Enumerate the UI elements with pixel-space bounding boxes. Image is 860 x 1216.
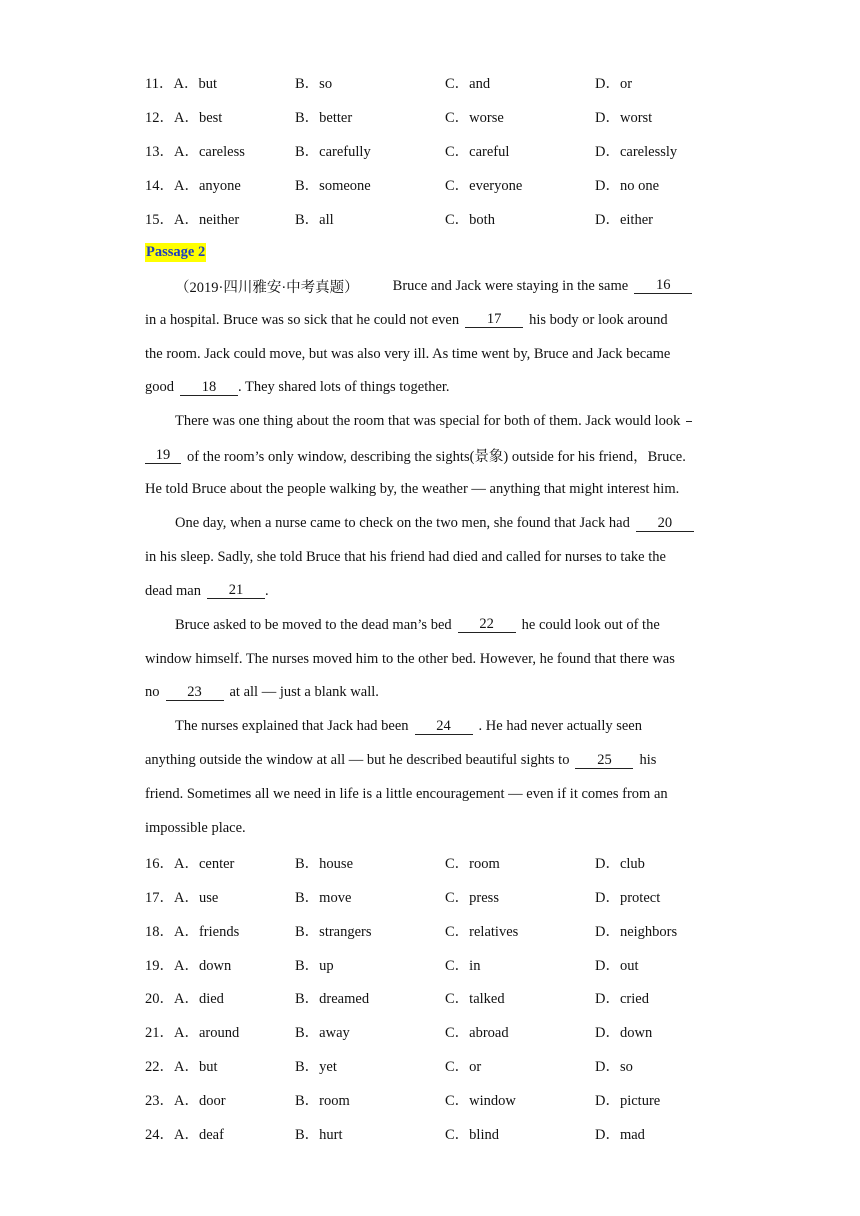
option-d: D．cried: [595, 991, 649, 1008]
passage-line: [145, 371, 720, 405]
passage-text: the room. Jack could move, but was also very ill. As time went by, Bruce and Jack became: [145, 345, 671, 362]
option-a: A．use: [174, 889, 219, 906]
option-c: C．blind: [445, 1127, 499, 1144]
option-b: B．strangers: [295, 923, 372, 940]
option-c: C．relatives: [445, 923, 519, 940]
option-d: D．down: [595, 1025, 653, 1042]
option-c: C．in: [445, 957, 481, 974]
option-b: B．carefully: [295, 144, 371, 161]
question-number: 14．: [145, 178, 174, 195]
question-number: 19．: [145, 957, 174, 974]
passage-line: [145, 676, 720, 710]
question-row: [145, 202, 720, 236]
option-a: A．but: [173, 76, 217, 93]
passage-text: at all — just a blank wall.: [229, 684, 379, 701]
passage-text: .: [264, 582, 269, 599]
option-c: C．careful: [445, 144, 510, 161]
passage-text: He told Bruce about the people walking by, the weather — anything that might interest him.: [145, 481, 680, 498]
option-b: B．someone: [295, 178, 371, 195]
question-row: [145, 913, 720, 947]
question-number: 15．: [145, 212, 174, 228]
passage-text: his body or look around: [529, 311, 668, 328]
option-d: D．mad: [595, 1127, 645, 1144]
option-a: A．down: [174, 957, 232, 974]
question-row: [145, 1049, 720, 1083]
blank-25: 25: [575, 753, 633, 769]
blank-19: 19: [145, 448, 181, 464]
question-row: [145, 879, 720, 913]
question-list-a: [145, 66, 720, 235]
option-a: A．but: [174, 1059, 218, 1076]
option-c: C．talked: [445, 991, 505, 1008]
option-c: C．abroad: [445, 1025, 509, 1042]
option-c: C．room: [445, 855, 500, 872]
option-a: A．deaf: [174, 1127, 224, 1144]
blank-24: 24: [415, 719, 473, 735]
blank-17: 17: [465, 312, 523, 328]
passage-text: . He had never actually seen: [478, 718, 642, 735]
option-b: B．better: [295, 110, 353, 127]
option-a: A．center: [174, 855, 235, 872]
option-b: B．dreamed: [295, 991, 370, 1008]
option-b: B．move: [295, 889, 352, 906]
passage-source: （2019·四川雅安·中考真题）: [175, 279, 359, 296]
passage-text: impossible place.: [145, 820, 246, 837]
passage-line: [145, 778, 720, 812]
passage-text: no: [145, 684, 160, 701]
option-b: B．all: [295, 212, 334, 228]
passage-body: [145, 269, 720, 845]
passage-text: good: [145, 379, 174, 396]
question-row: [145, 1015, 720, 1049]
question-number: 13．: [145, 144, 174, 161]
passage-line: [145, 642, 720, 676]
question-number: 20．: [145, 991, 174, 1008]
option-d: D．no one: [595, 178, 660, 195]
blank-19-start: [686, 421, 692, 422]
question-number: 16．: [145, 855, 174, 872]
option-d: D．or: [595, 76, 633, 93]
option-a: A．around: [174, 1025, 240, 1042]
passage-line: [145, 608, 720, 642]
question-row: [145, 100, 720, 134]
question-row: [145, 1083, 720, 1117]
option-b: B．house: [295, 855, 353, 872]
passage-line: [145, 540, 720, 574]
option-c: C．both: [445, 212, 495, 228]
passage-line: [145, 269, 720, 303]
document-content: [145, 66, 720, 1151]
passage-text: window himself. The nurses moved him to the other bed. However, he found that there was: [145, 650, 675, 667]
option-a: A．friends: [174, 923, 240, 940]
option-b: B．so: [295, 76, 333, 93]
option-d: D．either: [595, 212, 653, 228]
option-a: A．careless: [174, 144, 245, 161]
blank-20: 20: [636, 516, 694, 532]
option-a: A．best: [174, 110, 223, 127]
option-c: C．everyone: [445, 178, 523, 195]
passage-line: [145, 439, 720, 473]
passage-text: Bruce and Jack were staying in the same: [392, 277, 629, 294]
option-d: D．so: [595, 1059, 633, 1076]
option-c: C．press: [445, 889, 499, 906]
passage-line: [145, 574, 720, 608]
option-c: C．and: [445, 76, 491, 93]
option-b: B．away: [295, 1025, 350, 1042]
passage-text: his: [639, 752, 657, 769]
passage-title: [145, 235, 720, 269]
option-d: D．out: [595, 957, 639, 974]
passage-text: in his sleep. Sadly, she told Bruce that his friend had died and called for nurses to take the: [145, 548, 666, 565]
blank-22: 22: [458, 617, 516, 633]
passage-text: friend. Sometimes all we need in life is a little encouragement — even if it comes from an: [145, 786, 668, 803]
question-list-b: [145, 845, 720, 1150]
question-row: [145, 66, 720, 100]
question-row: [145, 981, 720, 1015]
question-number: 22．: [145, 1059, 174, 1076]
passage-text: . They shared lots of things together.: [238, 379, 450, 396]
passage-line: [145, 473, 720, 507]
option-d: D．protect: [595, 889, 661, 906]
passage-text: anything outside the window at all — but he described beautiful sights to: [145, 752, 570, 769]
question-row: [145, 134, 720, 168]
passage-text: There was one thing about the room that was special for both of them. Jack would look: [175, 413, 681, 430]
passage-line: [145, 337, 720, 371]
passage-text: of the room’s only window, describing the sights(景象) outside for his friend，Bruce.: [187, 449, 686, 466]
question-number: 24．: [145, 1127, 174, 1144]
option-b: B．up: [295, 957, 334, 974]
option-b: B．yet: [295, 1059, 337, 1076]
option-a: A．door: [174, 1093, 226, 1110]
passage-title-text: Passage 2: [146, 243, 206, 260]
option-d: D．neighbors: [595, 923, 678, 940]
question-row: [145, 845, 720, 879]
blank-18: 18: [180, 380, 238, 396]
passage-text: in a hospital. Bruce was so sick that he could not even: [145, 311, 460, 328]
option-d: D．worst: [595, 110, 653, 127]
option-c: C．worse: [445, 110, 504, 127]
passage-line: [145, 405, 720, 439]
option-d: D．carelessly: [595, 144, 678, 161]
question-row: [145, 168, 720, 202]
option-d: D．club: [595, 855, 645, 872]
passage-line: [145, 744, 720, 778]
option-c: C．window: [445, 1093, 516, 1110]
blank-23: 23: [166, 685, 224, 701]
blank-16: 16: [634, 278, 692, 294]
blank-21: 21: [207, 583, 265, 599]
question-number: 23．: [145, 1093, 174, 1110]
passage-text: dead man: [145, 582, 201, 599]
question-number: 21．: [145, 1025, 174, 1042]
passage-text: he could look out of the: [521, 616, 660, 633]
option-d: D．picture: [595, 1093, 661, 1110]
question-row: [145, 1117, 720, 1151]
option-b: B．hurt: [295, 1127, 343, 1144]
passage-text: Bruce asked to be moved to the dead man’s bed: [175, 616, 452, 633]
question-row: [145, 947, 720, 981]
question-number: 17．: [145, 889, 174, 906]
option-a: A．neither: [174, 212, 240, 228]
option-b: B．room: [295, 1093, 350, 1110]
question-number: 12．: [145, 110, 174, 127]
passage-line: [145, 303, 720, 337]
passage-text: The nurses explained that Jack had been: [175, 718, 409, 735]
question-number: 11．: [145, 76, 174, 93]
option-a: A．anyone: [174, 178, 241, 195]
passage-line: [145, 812, 720, 846]
passage-line: [145, 710, 720, 744]
passage-text: One day, when a nurse came to check on the two men, she found that Jack had: [175, 515, 630, 532]
option-a: A．died: [174, 991, 224, 1008]
passage-line: [145, 507, 720, 541]
option-c: C．or: [445, 1059, 482, 1076]
question-number: 18．: [145, 923, 174, 940]
